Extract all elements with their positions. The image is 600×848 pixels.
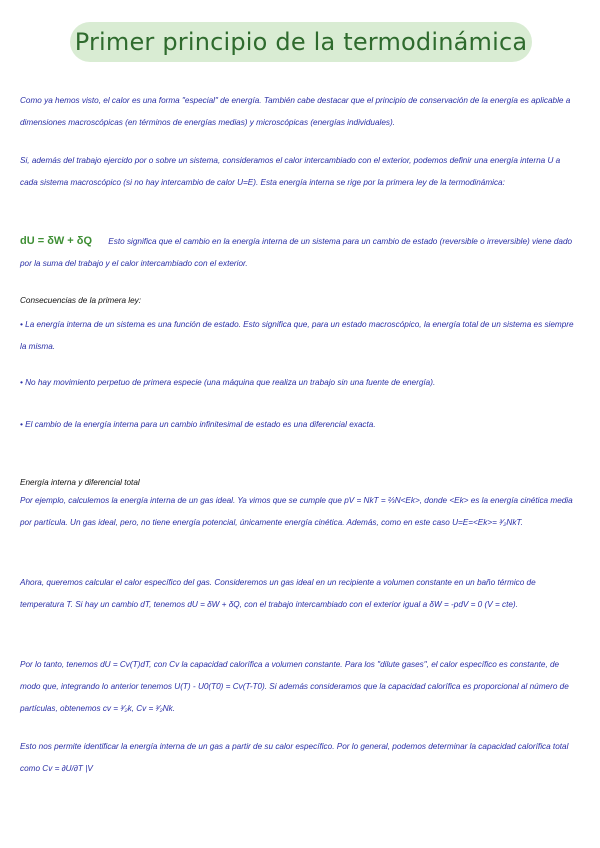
paragraph-heat-capacity: Por lo tanto, tenemos dU = Cv(T)dT, con Cv la capacidad calorífica a volumen constante. Para los "dilute gases", el calor específico es constante, de modo que, integrando lo anterior tenemos U(T) - U0(T0) = Cv(T-T0). Si además consideramos que la capacidad calorífica es proporcional al número de partículas, obtenemos cv = ³⁄₂k, Cv = ³⁄₂Nk. [20,660,569,713]
bullet-state-function: • La energía interna de un sistema es una función de estado. Esto significa que, para un estado macroscópico, la energía total de un sistema es siempre la misma. [20,320,574,351]
paragraph-ideal-gas: Por ejemplo, calculemos la energía interna de un gas ideal. Ya vimos que se cumple que pV = NkT = ⅔N<Ek>, donde <Ek> es la energía cinética media por partícula. Un gas ideal, pero, no tiene energía potencial, únicamente energía cinética. Además, como en este caso U=E=<Ek>= ³⁄₂NkT. [20,496,573,527]
bullet-exact-differential: • El cambio de la energía interna para un cambio infinitesimal de estado es una diferencial exacta. [20,420,376,429]
paragraph-first-law [20,230,580,275]
first-law-explanation: Esto significa que el cambio en la energía interna de un sistema para un cambio de estado (reversible o irreversible) viene dado por la suma del trabajo y el calor intercambiado con el exterior. [20,237,573,268]
section-heading-internal-energy: Energía interna y diferencial total [20,478,140,487]
paragraph-total-heat-capacity: Esto nos permite identificar la energía interna de un gas a partir de su calor específico. Por lo general, podemos determinar la capacidad calorífica total como Cv = ∂U/∂T |V [20,742,569,773]
paragraph-specific-heat: Ahora, queremos calcular el calor específico del gas. Consideremos un gas ideal en un recipiente a volumen constante en un baño térmico de temperatura T. Si hay un cambio dT, tenemos dU = δW + δQ, con el trabajo intercambiado con el exterior igual a δW = -pdV = 0 (V = cte). [20,578,536,609]
consequences-heading: Consecuencias de la primera ley: [20,296,142,305]
paragraph-intro: Como ya hemos visto, el calor es una forma "especial" de energía. También cabe destacar que el principio de conservación de la energía es aplicable a dimensiones macroscópicas (en términos de energías medias) y microscópicas (energías individuales). [20,96,571,127]
paragraph-internal-energy: Si, además del trabajo ejercido por o sobre un sistema, consideramos el calor intercambiado con el exterior, podemos definir una energía interna U a cada sistema macroscópico (si no hay intercambio de calor U=E). Esta energía interna se rige por la primera ley de la termodinámica: [20,156,561,187]
page-title: Primer principio de la termodinámica [74,28,528,56]
bullet-no-perpetual-motion: • No hay movimiento perpetuo de primera especie (una máquina que realiza un trabajo sin una fuente de energía). [20,378,436,387]
first-law-formula: dU = δW + δQ [20,235,93,247]
